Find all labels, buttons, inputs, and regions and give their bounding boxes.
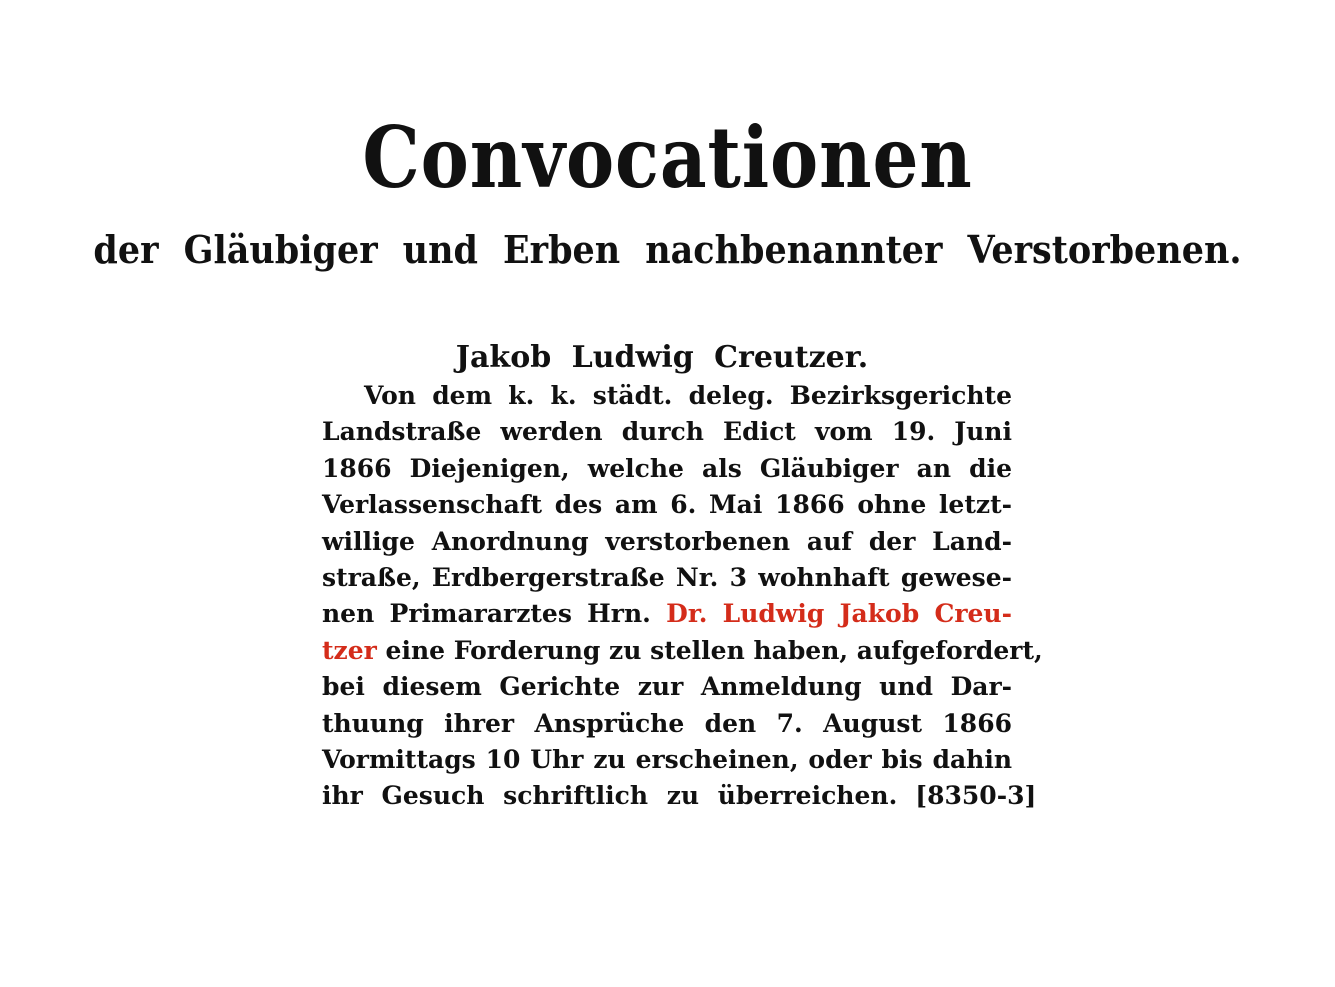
highlighted-name-part: tzer xyxy=(322,635,377,665)
page-title: Convocationen xyxy=(362,108,973,207)
notice-line: Landstraße werden durch Edict vom 19. Juni xyxy=(322,417,1012,447)
highlighted-name-part: Dr. Ludwig Jakob Creu- xyxy=(666,599,1012,629)
notice-line: Vormittags 10 Uhr zu erscheinen, oder bis dahin xyxy=(322,744,1012,774)
notice-entry xyxy=(322,338,1043,815)
notice-line: 1866 Diejenigen, welche als Gläubiger an die xyxy=(322,453,1012,483)
notice-line: straße, Erdbergerstraße Nr. 3 wohnhaft gewese- xyxy=(322,562,1012,592)
notice-line-text: ihr Gesuch schriftlich zu überreichen. xyxy=(322,781,898,811)
notice-line-text: eine Forderung zu stellen haben, aufgefordert, xyxy=(385,635,1043,665)
notice-line xyxy=(322,596,1012,632)
notice-line: Verlassenschaft des am 6. Mai 1866 ohne letzt- xyxy=(322,490,1012,520)
deceased-name: Jakob Ludwig Creutzer. xyxy=(455,340,869,375)
reference-number: [8350-3] xyxy=(915,781,1037,811)
notice-line: willige Anordnung verstorbenen auf der Land- xyxy=(322,526,1012,556)
notice-body xyxy=(322,378,1043,815)
notice-line xyxy=(322,778,1037,814)
notice-line: thuung ihrer Ansprüche den 7. August 1866 xyxy=(322,708,1012,738)
page-subtitle: der Gläubiger und Erben nachbenannter Verstorbenen. xyxy=(93,227,1242,272)
notice-line-text: nen Primararztes Hrn. xyxy=(322,599,651,629)
notice-line: Von dem k. k. städt. deleg. Bezirksgerichte xyxy=(364,381,1012,410)
notice-line xyxy=(322,633,1043,669)
notice-line: bei diesem Gerichte zur Anmeldung und Dar- xyxy=(322,672,1012,702)
